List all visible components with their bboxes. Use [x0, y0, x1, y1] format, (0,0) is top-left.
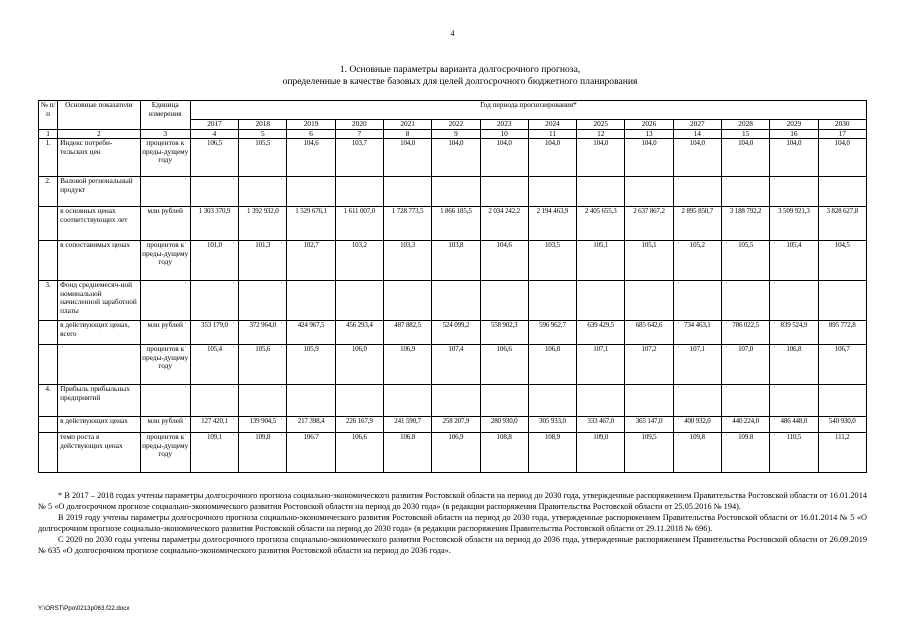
value-cell — [528, 281, 576, 321]
value-cell: 101,3 — [239, 241, 287, 281]
row-number: 4. — [39, 385, 58, 417]
header-unit: Единица измерения — [140, 101, 190, 130]
value-cell: 1 392 932,0 — [239, 207, 287, 241]
value-cell: 1 529 676,1 — [287, 207, 335, 241]
column-number: 1 — [39, 129, 58, 139]
indicator-label: Валовой региональный продукт — [58, 177, 140, 207]
row-number — [39, 207, 58, 241]
header-num: № п/п — [39, 101, 58, 130]
year-header: 2027 — [673, 120, 721, 130]
indicator-label: Индекс потреби-тельских цен — [58, 139, 140, 177]
footnotes — [38, 490, 867, 556]
unit-cell: процентов к преды-дущему году — [140, 139, 190, 177]
value-cell — [721, 177, 769, 207]
row-number: 3. — [39, 281, 58, 321]
row-number: 1. — [39, 139, 58, 177]
value-cell — [625, 177, 673, 207]
value-cell: 104,5 — [818, 241, 866, 281]
table-row — [39, 433, 867, 473]
column-number: 7 — [335, 129, 383, 139]
value-cell — [818, 385, 866, 417]
value-cell: 107,1 — [577, 345, 625, 385]
row-number — [39, 433, 58, 473]
value-cell: 101,0 — [190, 241, 238, 281]
value-cell: 104,0 — [480, 139, 528, 177]
value-cell — [190, 177, 238, 207]
value-cell: 2 637 867,2 — [625, 207, 673, 241]
value-cell: 104,0 — [577, 139, 625, 177]
value-cell: 1 866 185,5 — [432, 207, 480, 241]
value-cell: 106,6 — [335, 433, 383, 473]
value-cell: 3 188 792,2 — [721, 207, 769, 241]
value-cell: 108,9 — [528, 433, 576, 473]
value-cell: 558 902,3 — [480, 321, 528, 345]
indicator-label: в основных ценах соответствующих лет — [58, 207, 140, 241]
value-cell — [577, 385, 625, 417]
value-cell: 226 167,9 — [335, 417, 383, 433]
value-cell: 3 509 921,3 — [770, 207, 818, 241]
value-cell: 105,5 — [239, 139, 287, 177]
value-cell — [818, 281, 866, 321]
value-cell: 104,0 — [432, 139, 480, 177]
indicator-label — [58, 345, 140, 385]
year-header: 2020 — [335, 120, 383, 130]
value-cell: 333 467,0 — [577, 417, 625, 433]
value-cell: 103,2 — [335, 241, 383, 281]
value-cell: 106,8 — [528, 345, 576, 385]
year-header: 2029 — [770, 120, 818, 130]
value-cell: 104,0 — [818, 139, 866, 177]
value-cell: 104,0 — [625, 139, 673, 177]
unit-cell: млн рублей — [140, 417, 190, 433]
value-cell: 1 611 007,0 — [335, 207, 383, 241]
value-cell: 104,0 — [770, 139, 818, 177]
value-cell — [528, 385, 576, 417]
footnote-2: В 2019 году учтены параметры долгосрочного прогноза социально-экономического развития Ростовской области на период до 2030 года, утвержденные распоряжением Правительства Ростовской области от 16.01.2014 № 5 «О долгосрочном прогнозе социально-экономического развития Ростовской области на период до 2030 года» (в редакции распоряжения Правительства Ростовской области от 29.11.2018 № 696). — [38, 513, 867, 533]
table-row — [39, 207, 867, 241]
column-number: 2 — [58, 129, 140, 139]
value-cell: 3 828 627,8 — [818, 207, 866, 241]
value-cell — [480, 281, 528, 321]
column-number: 13 — [625, 129, 673, 139]
column-number: 14 — [673, 129, 721, 139]
value-cell: 353 179,0 — [190, 321, 238, 345]
value-cell: 217 398,4 — [287, 417, 335, 433]
value-cell — [480, 177, 528, 207]
header-indicators: Основные показатели — [58, 101, 140, 130]
value-cell — [383, 177, 431, 207]
value-cell: 365 147,0 — [625, 417, 673, 433]
value-cell — [239, 385, 287, 417]
table-row — [39, 139, 867, 177]
forecast-table — [38, 100, 867, 473]
table-row — [39, 345, 867, 385]
value-cell: 107,1 — [673, 345, 721, 385]
row-number — [39, 417, 58, 433]
indicator-label: Фонд среднемесяч-ной номинальной начисленной заработной платы — [58, 281, 140, 321]
unit-cell — [140, 281, 190, 321]
unit-cell — [140, 385, 190, 417]
value-cell — [190, 385, 238, 417]
value-cell: 305 933,0 — [528, 417, 576, 433]
value-cell: 106,0 — [335, 345, 383, 385]
value-cell: 839 524,9 — [770, 321, 818, 345]
value-cell — [287, 385, 335, 417]
row-number — [39, 345, 58, 385]
value-cell: 106,9 — [383, 345, 431, 385]
unit-cell: процентов к преды-дущему году — [140, 345, 190, 385]
indicator-label: темп роста в действующих ценах — [58, 433, 140, 473]
value-cell: 109,0 — [577, 433, 625, 473]
year-header: 2030 — [818, 120, 866, 130]
table-row — [39, 417, 867, 433]
page-number: 4 — [450, 29, 455, 38]
value-cell: 105,9 — [287, 345, 335, 385]
year-header: 2025 — [577, 120, 625, 130]
value-cell — [432, 177, 480, 207]
value-cell: 2 405 655,3 — [577, 207, 625, 241]
year-header: 2023 — [480, 120, 528, 130]
value-cell: 639 429,5 — [577, 321, 625, 345]
value-cell: 106,6 — [480, 345, 528, 385]
value-cell: 105,6 — [239, 345, 287, 385]
value-cell — [673, 177, 721, 207]
value-cell — [383, 281, 431, 321]
unit-cell: млн рублей — [140, 321, 190, 345]
value-cell: 106,7 — [818, 345, 866, 385]
value-cell: 103,8 — [432, 241, 480, 281]
value-cell: 139 904,5 — [239, 417, 287, 433]
value-cell: 105,4 — [190, 345, 238, 385]
value-cell: 107,4 — [432, 345, 480, 385]
unit-cell: млн рублей — [140, 207, 190, 241]
value-cell: 103,5 — [528, 241, 576, 281]
value-cell — [625, 385, 673, 417]
row-number: 2. — [39, 177, 58, 207]
value-cell — [287, 281, 335, 321]
value-cell: 104,0 — [673, 139, 721, 177]
value-cell — [721, 281, 769, 321]
value-cell: 786 022,5 — [721, 321, 769, 345]
value-cell: 895 772,8 — [818, 321, 866, 345]
value-cell — [818, 177, 866, 207]
value-cell — [480, 385, 528, 417]
value-cell: 456 293,4 — [335, 321, 383, 345]
value-cell: 104,0 — [721, 139, 769, 177]
value-cell: 540 930,0 — [818, 417, 866, 433]
column-number: 12 — [577, 129, 625, 139]
column-number: 9 — [432, 129, 480, 139]
value-cell: 104,6 — [480, 241, 528, 281]
value-cell: 106.8 — [383, 433, 431, 473]
value-cell — [673, 281, 721, 321]
footnote-1: * В 2017 – 2018 годах учтены параметры долгосрочного прогноза социально-экономического развития Ростовской области на период до 2030 года, утвержденные распоряжением Правительства Ростовской области от 16.01.2014 № 5 «О долгосрочном прогнозе социально-экономического развития Ростовской области на период до 2030 года» (в редакции распоряжения Правительства Ростовской области от 25.05.2016 № 194). — [38, 491, 867, 511]
table-row — [39, 321, 867, 345]
value-cell: 734 463,1 — [673, 321, 721, 345]
file-path: Y:\ORST\Ppo\0213p063.f22.docx — [38, 605, 130, 612]
table-row — [39, 385, 867, 417]
value-cell: 108,8 — [480, 433, 528, 473]
value-cell: 2 194 463,9 — [528, 207, 576, 241]
value-cell: 486 448,0 — [770, 417, 818, 433]
footnote-3: С 2020 по 2030 годы учтены параметры долгосрочного прогноза социально-экономического развития Ростовской области на период до 2036 года, утвержденные распоряжением Правительства Ростовской области от 26.09.2019 № 635 «О долгосрочном прогнозе социально-экономического развития Ростовской области на период до 2036 года». — [38, 535, 867, 555]
column-number: 16 — [770, 129, 818, 139]
indicator-label: в действующих ценах — [58, 417, 140, 433]
value-cell: 400 932,0 — [673, 417, 721, 433]
table-row — [39, 241, 867, 281]
value-cell — [432, 281, 480, 321]
value-cell: 109.8 — [721, 433, 769, 473]
value-cell: 103,3 — [383, 241, 431, 281]
year-header: 2024 — [528, 120, 576, 130]
value-cell: 2 895 850,7 — [673, 207, 721, 241]
value-cell: 487 882,5 — [383, 321, 431, 345]
value-cell: 2 034 242,2 — [480, 207, 528, 241]
value-cell — [287, 177, 335, 207]
value-cell — [577, 281, 625, 321]
value-cell — [239, 281, 287, 321]
value-cell: 424 967,5 — [287, 321, 335, 345]
value-cell: 109,1 — [190, 433, 238, 473]
value-cell: 241 590,7 — [383, 417, 431, 433]
value-cell: 104,0 — [528, 139, 576, 177]
row-number — [39, 241, 58, 281]
unit-cell: процентов к преды-дущему году — [140, 433, 190, 473]
value-cell — [383, 385, 431, 417]
column-number: 17 — [818, 129, 866, 139]
value-cell — [432, 385, 480, 417]
value-cell: 103,7 — [335, 139, 383, 177]
column-number: 11 — [528, 129, 576, 139]
value-cell: 258 207,9 — [432, 417, 480, 433]
value-cell: 280 930,0 — [480, 417, 528, 433]
value-cell — [335, 281, 383, 321]
value-cell: 524 099,2 — [432, 321, 480, 345]
value-cell: 109,5 — [625, 433, 673, 473]
value-cell: 106,8 — [770, 345, 818, 385]
value-cell: 111,2 — [818, 433, 866, 473]
value-cell: 105,5 — [721, 241, 769, 281]
value-cell: 106,9 — [432, 433, 480, 473]
column-number: 4 — [190, 129, 238, 139]
indicator-label: в сопоставимых ценах — [58, 241, 140, 281]
value-cell: 107,2 — [625, 345, 673, 385]
value-cell: 105,4 — [770, 241, 818, 281]
year-header: 2028 — [721, 120, 769, 130]
column-number: 8 — [383, 129, 431, 139]
year-header: 2018 — [239, 120, 287, 130]
value-cell: 104,6 — [287, 139, 335, 177]
value-cell: 109,8 — [239, 433, 287, 473]
value-cell: 105,1 — [625, 241, 673, 281]
value-cell: 372 964,0 — [239, 321, 287, 345]
value-cell: 105,1 — [577, 241, 625, 281]
value-cell — [335, 177, 383, 207]
unit-cell — [140, 177, 190, 207]
value-cell — [528, 177, 576, 207]
value-cell: 596 962,7 — [528, 321, 576, 345]
value-cell: 106.7 — [287, 433, 335, 473]
column-number: 15 — [721, 129, 769, 139]
value-cell — [721, 385, 769, 417]
column-number: 5 — [239, 129, 287, 139]
value-cell: 104,0 — [383, 139, 431, 177]
value-cell: 685 642,6 — [625, 321, 673, 345]
value-cell: 440 224,0 — [721, 417, 769, 433]
value-cell — [770, 177, 818, 207]
value-cell: 105,2 — [673, 241, 721, 281]
value-cell: 127 420,1 — [190, 417, 238, 433]
value-cell — [625, 281, 673, 321]
year-header: 2017 — [190, 120, 238, 130]
value-cell: 1 303 370,9 — [190, 207, 238, 241]
value-cell — [190, 281, 238, 321]
year-header: 2026 — [625, 120, 673, 130]
column-number: 10 — [480, 129, 528, 139]
unit-cell: процентов к преды-дущему году — [140, 241, 190, 281]
value-cell — [770, 281, 818, 321]
year-header: 2021 — [383, 120, 431, 130]
column-number: 6 — [287, 129, 335, 139]
value-cell — [770, 385, 818, 417]
value-cell — [577, 177, 625, 207]
value-cell: 110,5 — [770, 433, 818, 473]
row-number — [39, 321, 58, 345]
value-cell: 102,7 — [287, 241, 335, 281]
title-line-1: 1. Основные параметры варианта долгосрочного прогноза, — [339, 64, 581, 75]
header-period: Год периода прогнозирования* — [190, 101, 866, 120]
table-row — [39, 281, 867, 321]
column-number: 3 — [140, 129, 190, 139]
value-cell: 1 728 773,5 — [383, 207, 431, 241]
value-cell — [239, 177, 287, 207]
year-header: 2019 — [287, 120, 335, 130]
title-line-2: определенные в качестве базовых для целей долгосрочного бюджетного планирования — [282, 75, 638, 87]
indicator-label: в действующих ценах, всего — [58, 321, 140, 345]
table-row — [39, 177, 867, 207]
value-cell — [335, 385, 383, 417]
document-title — [30, 64, 890, 87]
value-cell: 106,5 — [190, 139, 238, 177]
year-header: 2022 — [432, 120, 480, 130]
value-cell: 109,8 — [673, 433, 721, 473]
indicator-label: Прибыль прибыльных предприятий — [58, 385, 140, 417]
value-cell — [673, 385, 721, 417]
value-cell: 107,0 — [721, 345, 769, 385]
